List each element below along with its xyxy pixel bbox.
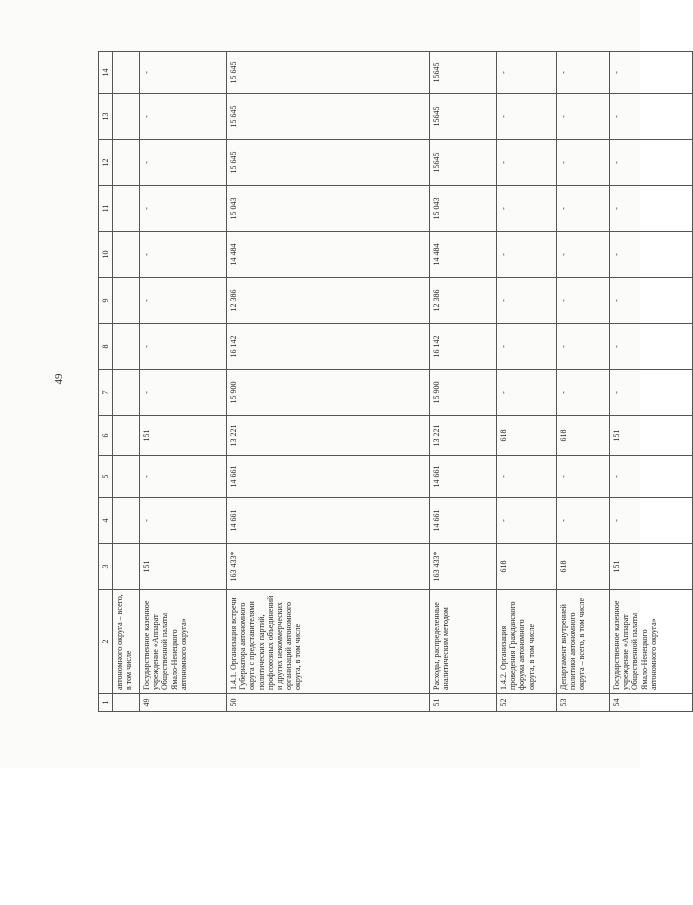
cell-value xyxy=(113,324,140,370)
cell-value: - xyxy=(140,324,227,370)
cell-value: - xyxy=(497,232,557,278)
table-row xyxy=(140,52,227,712)
cell-value: - xyxy=(557,140,610,186)
cell-value: 151 xyxy=(140,416,227,456)
cell-value: - xyxy=(610,456,693,498)
cell-value: 15645 xyxy=(430,140,497,186)
cell-value: 163 433* xyxy=(430,544,497,590)
cell-value xyxy=(113,456,140,498)
table-row xyxy=(610,52,693,712)
row-name: Государственное казенное учреждение «Аппарат Общественной палаты Ямало-Ненецкого автономного округа» xyxy=(610,590,693,694)
page-number: 49 xyxy=(53,373,65,385)
cell-value xyxy=(113,370,140,416)
cell-value: - xyxy=(557,456,610,498)
row-number xyxy=(113,694,140,712)
cell-value: 15645 xyxy=(430,52,497,94)
cell-value: - xyxy=(140,370,227,416)
cell-value: 13 221 xyxy=(430,416,497,456)
cell-value: - xyxy=(610,140,693,186)
cell-value: - xyxy=(140,52,227,94)
cell-value: 16 142 xyxy=(430,324,497,370)
table-row xyxy=(227,52,430,712)
cell-value xyxy=(113,186,140,232)
cell-value: 15 645 xyxy=(227,140,430,186)
cell-value: - xyxy=(610,370,693,416)
row-number: 52 xyxy=(497,694,557,712)
row-name: Департамент внутренней политики автономного округа – всего, в том числе xyxy=(557,590,610,694)
cell-value: 151 xyxy=(610,544,693,590)
column-header: 5 xyxy=(99,456,113,498)
cell-value: 15 900 xyxy=(227,370,430,416)
cell-value: - xyxy=(610,94,693,140)
cell-value: - xyxy=(497,456,557,498)
cell-value: - xyxy=(610,232,693,278)
row-number: 50 xyxy=(227,694,430,712)
cell-value: - xyxy=(557,324,610,370)
cell-value: - xyxy=(557,186,610,232)
cell-value xyxy=(113,416,140,456)
column-header: 6 xyxy=(99,416,113,456)
column-header: 4 xyxy=(99,498,113,544)
cell-value: - xyxy=(140,232,227,278)
cell-value: - xyxy=(557,52,610,94)
column-header: 8 xyxy=(99,324,113,370)
cell-value xyxy=(113,232,140,278)
cell-value: 15 043 xyxy=(227,186,430,232)
cell-value: - xyxy=(557,232,610,278)
row-name: 1.4.1. Организация встречи Губернатора автономного округа с представителями политических партий, профсоюзных объединений и других некоммерческих организаций автономного округа, в том числе xyxy=(227,590,430,694)
row-number: 54 xyxy=(610,694,693,712)
cell-value: - xyxy=(497,140,557,186)
cell-value: - xyxy=(610,498,693,544)
cell-value: - xyxy=(610,278,693,324)
column-header: 9 xyxy=(99,278,113,324)
cell-value: - xyxy=(497,324,557,370)
row-name: Расходы, распределенные аналитическим методом xyxy=(430,590,497,694)
cell-value: - xyxy=(610,52,693,94)
table-row xyxy=(497,52,557,712)
column-header: 10 xyxy=(99,232,113,278)
cell-value xyxy=(113,544,140,590)
cell-value: - xyxy=(497,370,557,416)
cell-value: - xyxy=(557,498,610,544)
cell-value: - xyxy=(140,278,227,324)
row-number: 49 xyxy=(140,694,227,712)
cell-value: - xyxy=(610,324,693,370)
cell-value: - xyxy=(497,498,557,544)
cell-value xyxy=(113,94,140,140)
cell-value: - xyxy=(140,456,227,498)
cell-value: 16 142 xyxy=(227,324,430,370)
table-row xyxy=(113,52,140,712)
column-header: 1 xyxy=(99,694,113,712)
cell-value: - xyxy=(557,370,610,416)
cell-value: 151 xyxy=(610,416,693,456)
column-header: 2 xyxy=(99,590,113,694)
cell-value: 618 xyxy=(557,416,610,456)
table-header-row xyxy=(99,52,113,712)
cell-value: - xyxy=(140,186,227,232)
cell-value: - xyxy=(497,94,557,140)
cell-value: 14 661 xyxy=(430,456,497,498)
cell-value xyxy=(113,140,140,186)
row-number: 53 xyxy=(557,694,610,712)
cell-value: 618 xyxy=(497,544,557,590)
cell-value: 618 xyxy=(557,544,610,590)
column-header: 13 xyxy=(99,94,113,140)
budget-table xyxy=(98,51,693,712)
cell-value: - xyxy=(497,186,557,232)
row-name: автономного округа – всего, в том числе xyxy=(113,590,140,694)
cell-value: 14 484 xyxy=(430,232,497,278)
table-row xyxy=(557,52,610,712)
column-header: 14 xyxy=(99,52,113,94)
cell-value: 15 043 xyxy=(430,186,497,232)
cell-value: 618 xyxy=(497,416,557,456)
table-row xyxy=(430,52,497,712)
cell-value: 15 645 xyxy=(227,52,430,94)
cell-value: - xyxy=(557,94,610,140)
row-number: 51 xyxy=(430,694,497,712)
column-header: 3 xyxy=(99,544,113,590)
cell-value: 12 386 xyxy=(430,278,497,324)
cell-value: - xyxy=(140,140,227,186)
cell-value: - xyxy=(497,278,557,324)
cell-value: 12 386 xyxy=(227,278,430,324)
row-name: Государственное казенное учреждение «Аппарат Общественной палаты Ямало-Ненецкого автономного округа» xyxy=(140,590,227,694)
cell-value xyxy=(113,498,140,544)
cell-value xyxy=(113,278,140,324)
column-header: 11 xyxy=(99,186,113,232)
cell-value: 14 484 xyxy=(227,232,430,278)
cell-value: 14 661 xyxy=(430,498,497,544)
page-bottom-margin xyxy=(0,768,640,905)
cell-value: - xyxy=(140,94,227,140)
cell-value: 14 661 xyxy=(227,498,430,544)
cell-value: 15 900 xyxy=(430,370,497,416)
column-header: 12 xyxy=(99,140,113,186)
row-name: 1.4.2. Организация проведения Гражданского форума автономного округа, в том числе xyxy=(497,590,557,694)
cell-value: - xyxy=(140,498,227,544)
cell-value: 13 221 xyxy=(227,416,430,456)
cell-value: 15 645 xyxy=(227,94,430,140)
cell-value: - xyxy=(557,278,610,324)
cell-value: 163 433* xyxy=(227,544,430,590)
column-header: 7 xyxy=(99,370,113,416)
cell-value: - xyxy=(497,52,557,94)
cell-value xyxy=(113,52,140,94)
cell-value: 14 661 xyxy=(227,456,430,498)
rotated-table-wrapper xyxy=(98,52,659,712)
cell-value: - xyxy=(610,186,693,232)
cell-value: 15645 xyxy=(430,94,497,140)
cell-value: 151 xyxy=(140,544,227,590)
